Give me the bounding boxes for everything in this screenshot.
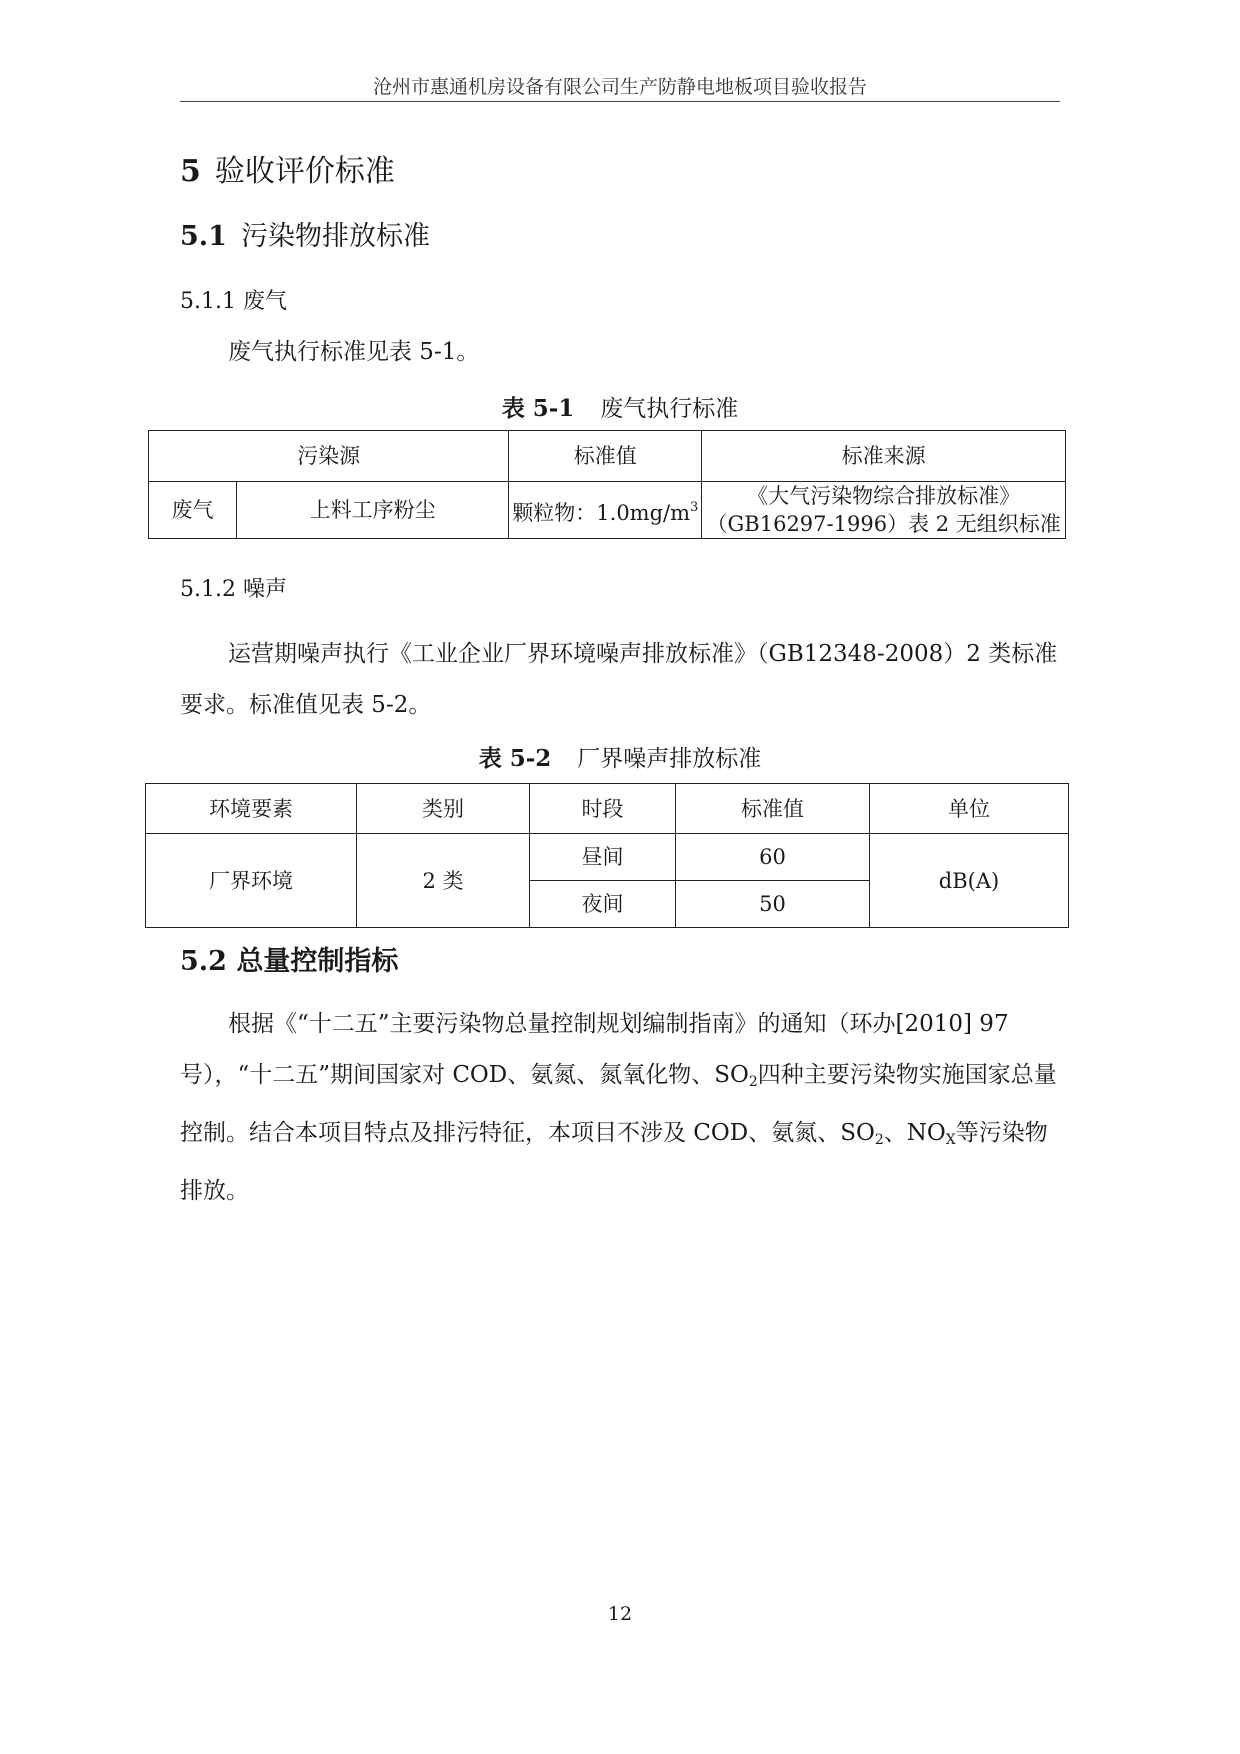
section-5-2-heading (180, 944, 398, 980)
table-5-2-caption (180, 744, 1060, 774)
table-cell: 夜间 (530, 881, 676, 928)
header-cell: 时段 (530, 784, 676, 834)
table-cell: dB(A) (870, 834, 1069, 928)
superscript: 3 (690, 499, 699, 515)
section-number: 5.2 (180, 946, 227, 977)
page-number: 12 (607, 1603, 633, 1625)
section-title: 验收评价标准 (214, 154, 395, 189)
cell-line: （GB16297-1996）表 2 无组织标准 (706, 512, 1061, 536)
table-5-1-caption (180, 394, 1060, 424)
table-cell: 厂界环境 (146, 834, 357, 928)
noise-standard-table (145, 783, 1069, 928)
header-cell: 环境要素 (146, 784, 357, 834)
subscript: 2 (874, 1132, 884, 1148)
section-number: 5 (180, 154, 201, 189)
table-header-row (149, 431, 1066, 482)
waste-gas-standard-table (148, 430, 1066, 539)
table-cell: 昼间 (530, 834, 676, 881)
section-5-1-2-heading: 5.1.2 噪声 (180, 577, 287, 602)
subscript: 2 (748, 1074, 758, 1090)
header-cell: 标准值 (676, 784, 870, 834)
text-run: 等污染物排放。 (180, 1120, 1048, 1204)
cell-line: 《大气污染物综合排放标准》 (747, 484, 1021, 508)
header-cell: 标准来源 (702, 431, 1066, 482)
table-row (146, 834, 1069, 881)
cell-text: 颗粒物：1.0mg/m (512, 500, 691, 525)
table-header-row (146, 784, 1069, 834)
section-title: 废气 (242, 289, 287, 314)
section-5-1-heading (180, 219, 430, 255)
caption-number: 表 5-1 (501, 395, 575, 422)
header-rule (180, 101, 1060, 102)
header-cell: 类别 (357, 784, 530, 834)
section-number: 5.1 (180, 221, 227, 252)
table-cell: 2 类 (357, 834, 530, 928)
caption-number: 表 5-2 (478, 745, 552, 772)
running-header: 沧州市惠通机房设备有限公司生产防静电地板项目验收报告 (372, 76, 867, 98)
text-run: 、NO (883, 1120, 946, 1146)
table-row (149, 482, 1066, 539)
section-number: 5.1.1 (180, 289, 236, 314)
section-5-1-1-heading (180, 287, 287, 317)
text-run: 四种主要污染物实施国家总量控制。结合本项目特点及排污特征，本项目不涉及 COD、氨氮、SO (180, 1062, 1057, 1146)
table-cell (509, 482, 702, 539)
text-run: 根据《“十二五”主要污染物总量控制规划编制指南》的通知（环办[2010] 97 号），“十二五”期间国家对 COD、氨氮、氮氧化物、SO (180, 1011, 1009, 1088)
table-cell (702, 482, 1066, 539)
table-cell: 60 (676, 834, 870, 881)
caption-title: 废气执行标准 (600, 396, 739, 422)
header-cell: 污染源 (149, 431, 509, 482)
section-title: 总量控制指标 (236, 946, 399, 977)
section-title: 污染物排放标准 (240, 221, 430, 252)
table-cell: 废气 (149, 482, 237, 539)
table-cell: 50 (676, 881, 870, 928)
table-cell: 上料工序粉尘 (237, 482, 509, 539)
waste-gas-paragraph: 废气执行标准见表 5-1。 (228, 339, 480, 365)
subscript: X (945, 1132, 956, 1148)
total-control-paragraph (180, 999, 1060, 1217)
noise-paragraph: 运营期噪声执行《工业企业厂界环境噪声排放标准》（GB12348-2008）2 类标准要求。标准值见表 5-2。 (180, 641, 1058, 718)
section-5-heading (180, 152, 395, 192)
caption-title: 厂界噪声排放标准 (577, 746, 762, 772)
header-cell: 标准值 (509, 431, 702, 482)
header-cell: 单位 (870, 784, 1069, 834)
